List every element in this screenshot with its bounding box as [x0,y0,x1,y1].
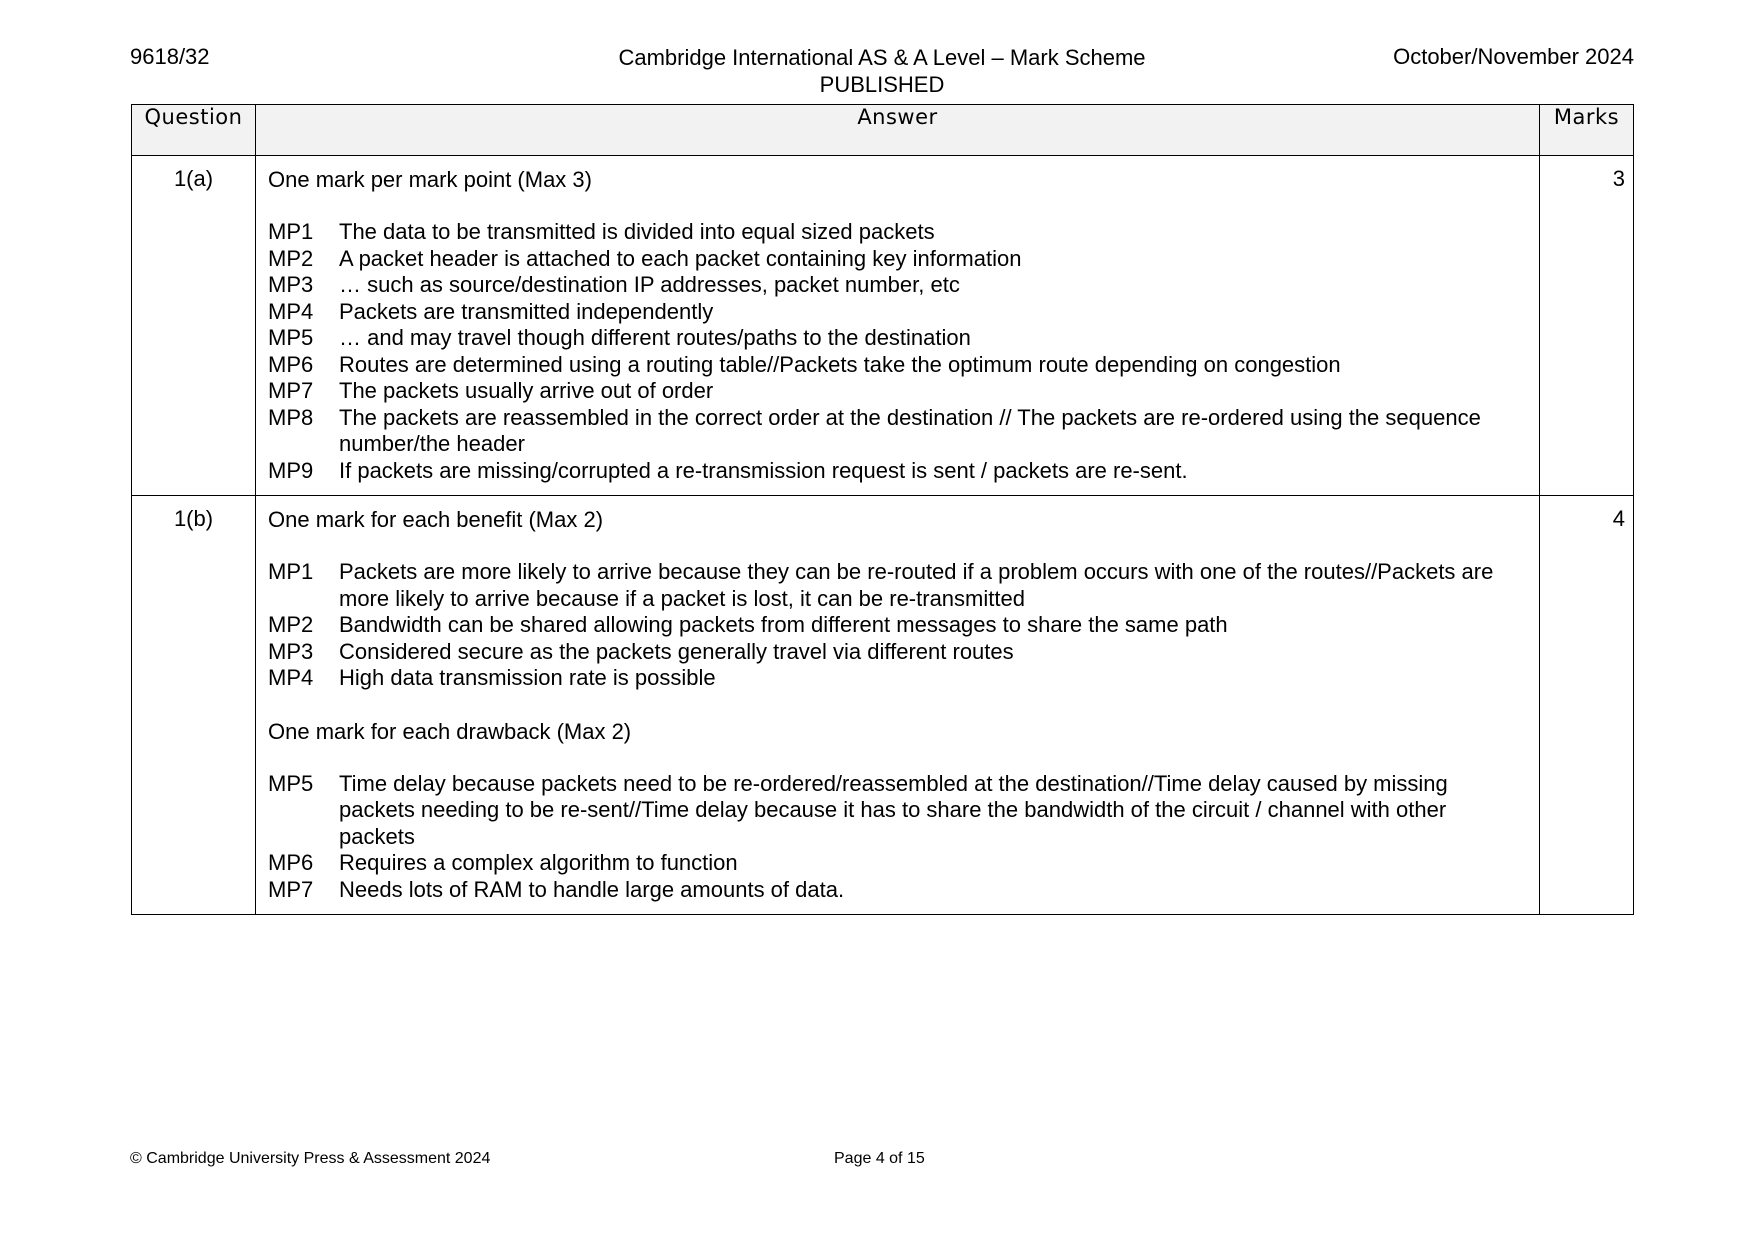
paper-code: 9618/32 [130,44,210,69]
page-number: Page 4 of 15 [834,1150,925,1167]
mark-instruction: One mark for each drawback (Max 2) [268,718,632,744]
mark-point-text: Considered secure as the packets generally travel via different routes [339,638,1014,664]
question-number: 1(a) [132,156,256,496]
mark-point-code: MP7 [268,876,314,902]
mark-point [268,850,1527,877]
mark-point [268,352,1527,379]
mark-point-code: MP5 [268,770,314,796]
mark-point [268,877,1527,904]
mark-point-text: Needs lots of RAM to handle large amounts of data. [339,876,845,902]
mark-point [268,405,1527,458]
marks-value: 4 [1540,496,1634,915]
mark-point-text: A packet header is attached to each packet containing key information [339,245,1022,271]
mark-point-text: Routes are determined using a routing table//Packets take the optimum route depending on congestion [339,351,1341,377]
mark-point [268,325,1527,352]
mark-point-code: MP4 [268,298,314,324]
mark-point-text: Time delay because packets need to be re-ordered/reassembled at the destination//Time delay caused by missing packets needing to be re-sent//Time delay because it has to share the bandwidth of the circuit / channel with other packets [339,770,1448,849]
mark-point [268,612,1527,639]
mark-point-code: MP8 [268,404,314,430]
mark-point [268,246,1527,273]
mark-point-code: MP5 [268,325,314,350]
mark-point-code: MP3 [268,638,314,664]
mark-point-text: Requires a complex algorithm to function [339,850,738,875]
mark-point-code: MP4 [268,665,314,690]
mark-point [268,771,1527,851]
mark-point-text: The packets usually arrive out of order [339,378,714,403]
mark-point-text: … such as source/destination IP addresses, packet number, etc [339,272,960,297]
page-header [130,44,1634,104]
mark-point [268,639,1527,666]
mark-point-code: MP2 [268,245,314,271]
table-row [132,496,1634,915]
mark-point-text: Packets are more likely to arrive because they can be re-routed if a problem occurs with one of the routes//Packets are more likely to arrive because if a packet is lost, it can be re-transmitted [339,559,1494,611]
table-row [132,156,1634,496]
mark-point-code: MP7 [268,378,314,403]
mark-point-code: MP9 [268,457,314,483]
published-label: PUBLISHED [819,72,945,97]
table-header-row [132,105,1634,156]
mark-point-text: The packets are reassembled in the correct order at the destination // The packets are re-ordered using the sequence number/the header [339,404,1481,456]
mark-point-code: MP1 [268,559,314,584]
answer-cell [256,156,1540,496]
mark-point [268,458,1527,485]
mark-point-code: MP1 [268,219,314,244]
copyright-notice: © Cambridge University Press & Assessment 2024 [130,1150,491,1167]
document-title: Cambridge International AS & A Level – Mark Scheme [618,45,1146,70]
answer-cell [256,496,1540,915]
exam-session: October/November 2024 [1393,44,1634,69]
mark-point-code: MP3 [268,272,314,297]
mark-point [268,559,1527,612]
mark-instruction: One mark for each benefit (Max 2) [268,507,604,532]
marks-value: 3 [1540,156,1634,496]
mark-point-text: Packets are transmitted independently [339,298,714,324]
mark-point [268,272,1527,299]
mark-instruction: One mark per mark point (Max 3) [268,167,592,192]
column-header-answer: Answer [256,105,1540,156]
mark-point-code: MP6 [268,850,314,875]
column-header-marks: Marks [1540,105,1634,156]
mark-point [268,665,1527,692]
mark-point-code: MP6 [268,351,314,377]
mark-scheme-table [131,104,1634,915]
column-header-question: Question [132,105,256,156]
mark-point [268,219,1527,246]
mark-point-text: … and may travel though different routes/paths to the destination [339,325,971,350]
mark-point-text: If packets are missing/corrupted a re-transmission request is sent / packets are re-sent. [339,457,1188,483]
mark-point [268,378,1527,405]
mark-point-text: Bandwidth can be shared allowing packets from different messages to share the same path [339,612,1228,637]
mark-point [268,299,1527,326]
mark-point-code: MP2 [268,612,314,637]
question-number: 1(b) [132,496,256,915]
mark-point-text: The data to be transmitted is divided into equal sized packets [339,219,935,244]
mark-point-text: High data transmission rate is possible [339,665,716,690]
